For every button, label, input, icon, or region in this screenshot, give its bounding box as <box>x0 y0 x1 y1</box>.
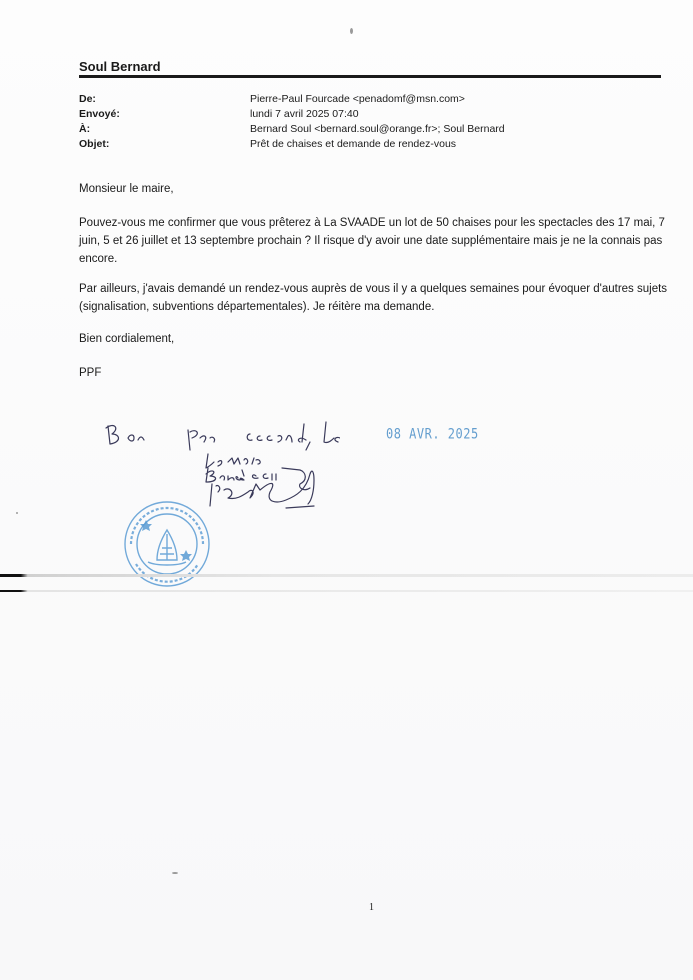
sender-name: Soul Bernard <box>79 59 161 74</box>
page-number: 1 <box>369 902 374 913</box>
meta-label-subject: Objet: <box>79 138 110 150</box>
scan-speck <box>172 872 178 874</box>
meta-label-from: De: <box>79 93 96 105</box>
body-paragraph-1: Pouvez-vous me confirmer que vous prêterez à La SVAADE un lot de 50 chaises pour les spectacles des 17 mai, 7 juin, 5 et 26 juillet et 13 septembre prochain ? Il risque d'y avoir une date supplémentaire mais je ne la connais pas encore. <box>79 217 665 265</box>
scan-artifact-band <box>0 590 693 592</box>
scan-artifact-band <box>0 574 693 577</box>
meta-value-from: Pierre-Paul Fourcade <penadomf@msn.com> <box>250 93 465 105</box>
received-date-stamp: 08 AVR. 2025 <box>386 426 479 443</box>
closing: Bien cordialement, <box>79 333 175 345</box>
meta-value-subject: Prêt de chaises et demande de rendez-vous <box>250 138 457 150</box>
meta-label-sent: Envoyé: <box>79 108 120 120</box>
meta-label-to: À: <box>79 123 91 135</box>
header-rule <box>79 75 661 78</box>
scan-speck <box>350 28 353 34</box>
scan-speck <box>16 512 18 514</box>
meta-value-to: Bernard Soul <bernard.soul@orange.fr>; Soul Bernard <box>250 123 505 135</box>
sender-signature: PPF <box>79 367 102 379</box>
handwritten-approval-signature <box>100 410 340 510</box>
body-paragraph-2: Par ailleurs, j'avais demandé un rendez-vous auprès de vous il y a quelques semaines pour évoquer d'autres sujets (signalisation, subventions départementales). Je réitère ma demande. <box>79 283 668 313</box>
greeting: Monsieur le maire, <box>79 183 174 195</box>
meta-value-sent: lundi 7 avril 2025 07:40 <box>250 108 359 120</box>
